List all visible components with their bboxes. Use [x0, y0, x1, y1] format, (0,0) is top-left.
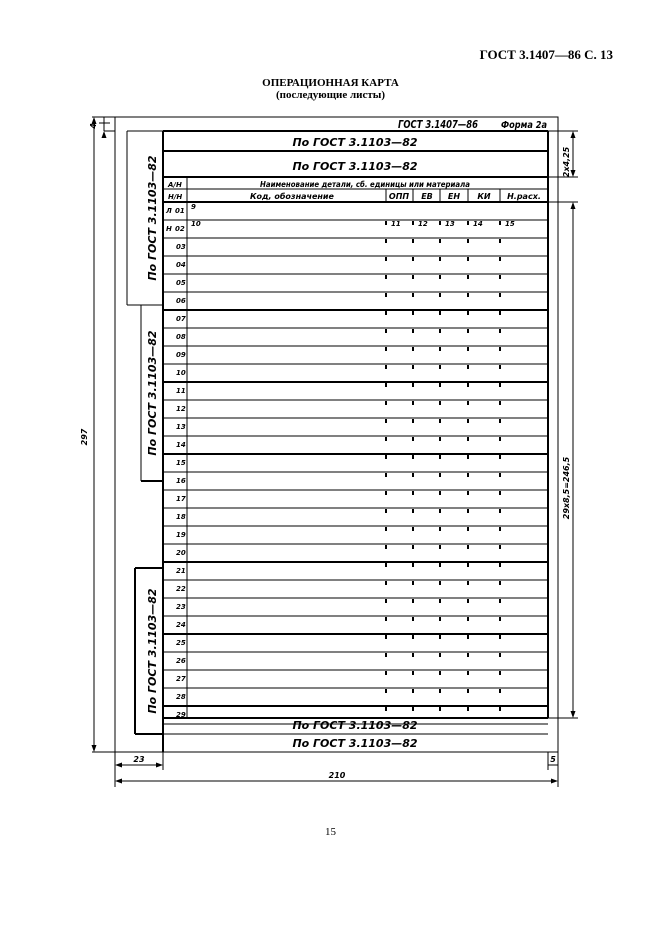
right-arrow	[571, 202, 576, 209]
row-number: 07	[176, 315, 186, 323]
row-number: 21	[176, 567, 186, 575]
side-ref-gost-2: По ГОСТ 3.1103—82	[146, 330, 159, 456]
row-b-code: Н/Н	[168, 193, 183, 201]
left-arrow	[115, 763, 122, 768]
row-number: 06	[176, 297, 186, 305]
page-number: 15	[325, 826, 336, 838]
bottom-ref-gost-2: По ГОСТ 3.1103—82	[292, 737, 418, 750]
dim-top-right: 2х4,25	[562, 146, 571, 178]
row-number: 27	[176, 675, 186, 683]
col-ev: ЕВ	[421, 192, 433, 201]
row-number: 25	[176, 639, 186, 647]
col-nrash: Н.расх.	[507, 192, 541, 201]
width-arrow	[115, 779, 122, 784]
right-arrow	[571, 711, 576, 718]
row-number: 18	[176, 513, 186, 521]
row-letter: Н	[166, 225, 172, 233]
row-number: 03	[176, 243, 186, 251]
col-opp: ОПП	[388, 192, 410, 201]
field-number: 9	[191, 203, 196, 211]
side-ref-gost-3: По ГОСТ 3.1103—82	[146, 588, 159, 714]
dim-height: 297	[80, 428, 89, 446]
col-en: ЕН	[447, 192, 461, 201]
right-arrow	[571, 131, 576, 138]
row-number: 28	[176, 693, 186, 701]
height-arrow	[92, 745, 97, 752]
field-number: 10	[191, 220, 201, 228]
row-number: 05	[176, 279, 186, 287]
top-ref-gost-1: По ГОСТ 3.1103—82	[292, 136, 418, 149]
top-ref-gost-2: По ГОСТ 3.1103—82	[292, 160, 418, 173]
dim-left: 23	[133, 755, 145, 764]
right-arrow	[571, 170, 576, 177]
page-header: ГОСТ 3.1407—86 С. 13	[479, 47, 613, 62]
dim-bottom-right: 5	[550, 755, 556, 764]
bottom-ref-gost-1: По ГОСТ 3.1103—82	[292, 719, 418, 732]
standard-label: ГОСТ 3.1407—86	[398, 118, 479, 131]
side-ref-gost-1: По ГОСТ 3.1103—82	[146, 155, 159, 281]
row-a-code: А/Н	[168, 181, 182, 189]
form-label: Форма 2а	[501, 120, 548, 131]
row-number: 08	[176, 333, 186, 341]
row-number: 01	[175, 207, 185, 215]
row-b-text: Код, обозначение	[250, 192, 334, 201]
height-arrow	[92, 117, 97, 124]
dim-top-small: 4	[89, 123, 98, 129]
width-arrow	[551, 779, 558, 784]
row-number: 10	[176, 369, 186, 377]
col-number: 12	[418, 220, 428, 228]
row-number: 22	[176, 585, 186, 593]
col-ki: КИ	[477, 192, 491, 201]
row-number: 15	[176, 459, 186, 467]
row-number: 12	[176, 405, 186, 413]
row-number: 24	[176, 621, 186, 629]
row-number: 04	[176, 261, 186, 269]
row-number: 13	[176, 423, 186, 431]
row-number: 11	[176, 387, 186, 395]
row-number: 20	[176, 549, 186, 557]
col-number: 15	[505, 220, 515, 228]
col-number: 14	[473, 220, 483, 228]
row-number: 02	[175, 225, 185, 233]
dim-width: 210	[328, 771, 346, 780]
row-number: 19	[176, 531, 186, 539]
dim-right: 29х8,5=246,5	[562, 456, 571, 520]
row-number: 14	[176, 441, 186, 449]
left-arrow	[156, 763, 163, 768]
small-arrow	[102, 131, 107, 138]
row-number: 23	[176, 603, 186, 611]
title-line2: (последующие листы)	[275, 89, 386, 101]
row-number: 09	[176, 351, 186, 359]
row-number: 17	[176, 495, 186, 503]
row-letter: Л	[166, 207, 172, 215]
row-number: 29	[176, 711, 186, 719]
title-line1: ОПЕРАЦИОННАЯ КАРТА	[262, 77, 399, 89]
row-number: 16	[176, 477, 186, 485]
col-number: 11	[391, 220, 401, 228]
row-number: 26	[176, 657, 186, 665]
row-a-text: Наименование детали, сб. единицы или материала	[260, 180, 501, 189]
col-number: 13	[445, 220, 455, 228]
